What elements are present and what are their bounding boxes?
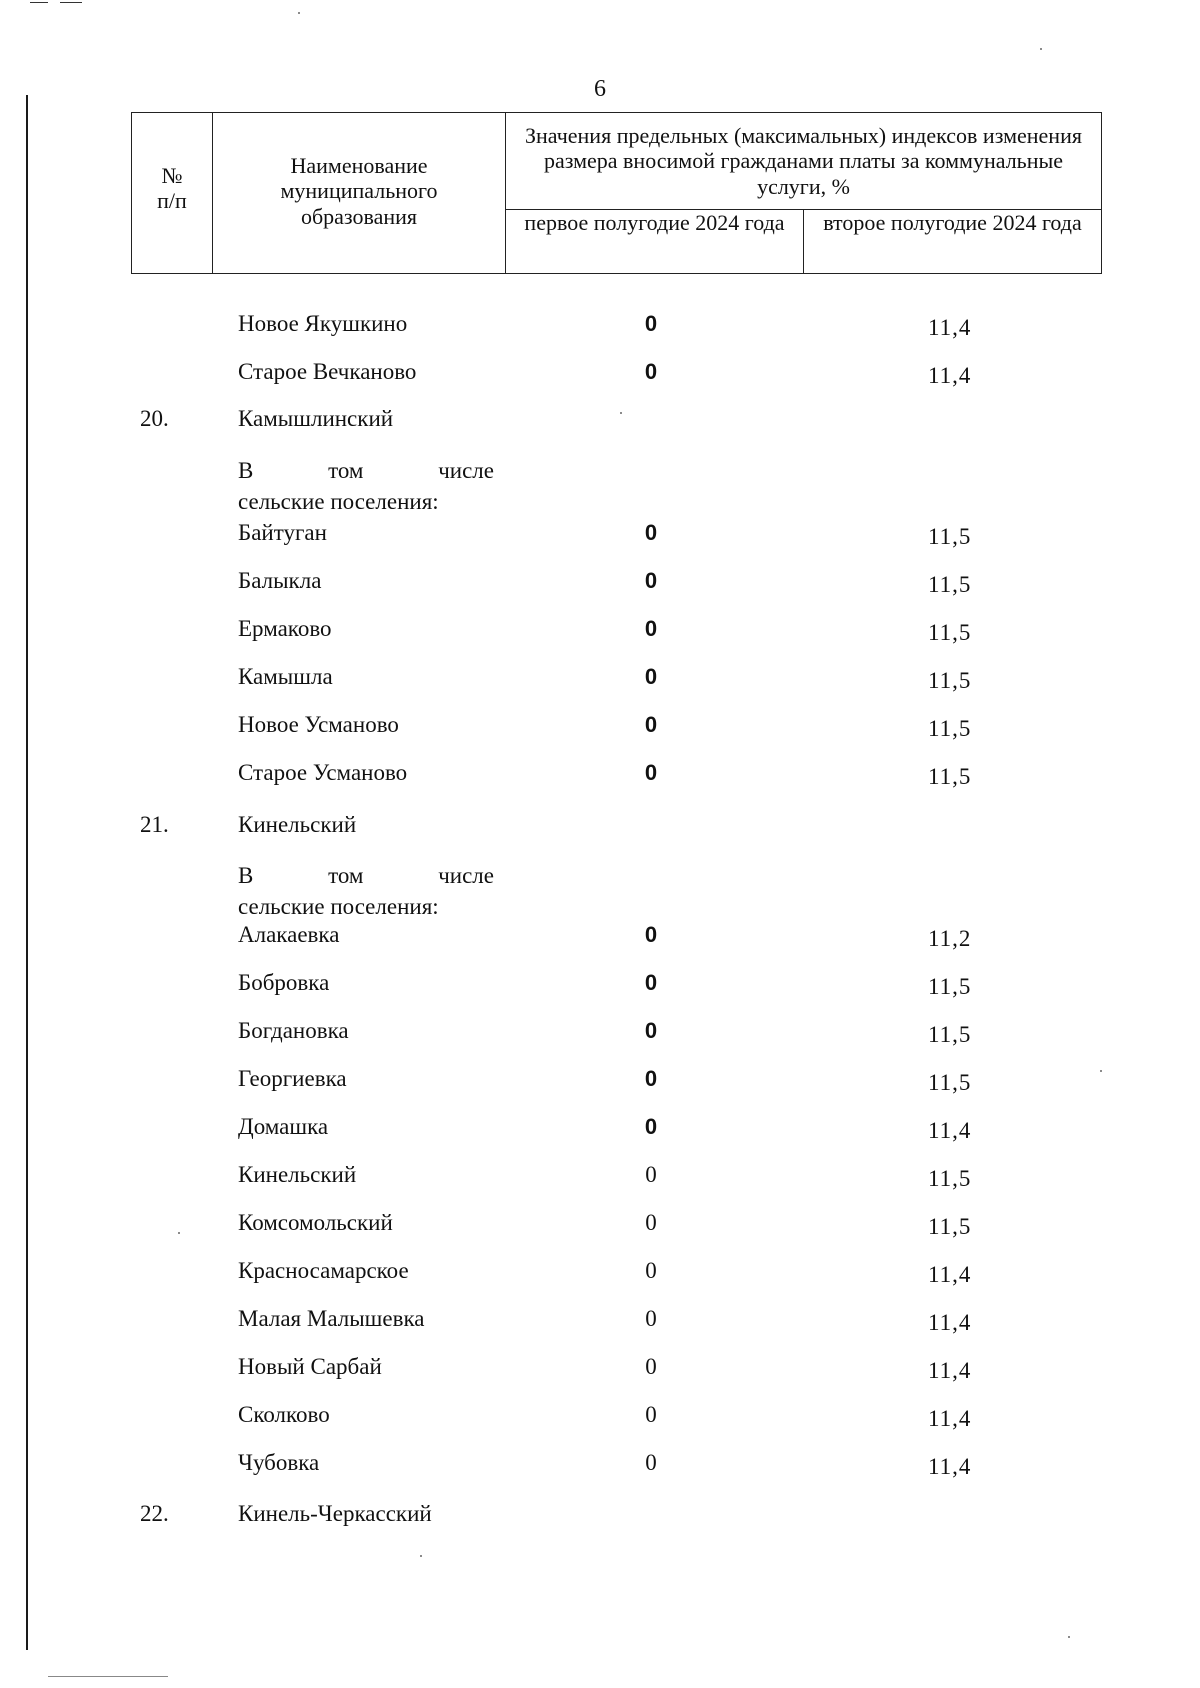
table-row (0, 568, 1200, 608)
row-second-half-value: 11,5 (928, 524, 972, 549)
row-name: Новое Усманово (238, 712, 399, 737)
scan-mark (60, 2, 82, 3)
row-second-half-value: 11,4 (928, 1454, 972, 1479)
row-second-half-value: 11,5 (928, 668, 972, 693)
table-row (0, 812, 1200, 852)
row-name: Балыкла (238, 568, 322, 593)
header-name-column (213, 113, 506, 274)
row-number: 20. (140, 406, 169, 431)
table-row (0, 406, 1200, 446)
row-name: Бобровка (238, 970, 330, 995)
row-name: Новый Сарбай (238, 1354, 382, 1379)
header-name-label: Наименование муниципального образования (280, 153, 438, 229)
row-first-half-value: 0 (645, 1258, 657, 1283)
scan-mark (48, 1676, 168, 1677)
table-row (0, 1501, 1200, 1541)
table-row (0, 712, 1200, 752)
table-row (0, 1066, 1200, 1106)
row-first-half-value: 0 (645, 1162, 657, 1187)
row-name: Георгиевка (238, 1066, 347, 1091)
table-row (0, 1402, 1200, 1442)
row-name: Сколково (238, 1402, 330, 1427)
including-note-word: В (238, 458, 254, 483)
row-first-half-value: 0 (644, 568, 658, 593)
table-row (0, 359, 1200, 399)
table-row (0, 1354, 1200, 1394)
including-note-line-1 (238, 860, 494, 891)
table-row (0, 664, 1200, 704)
row-second-half-value: 11,5 (928, 764, 972, 789)
table-row (0, 970, 1200, 1010)
table-row (0, 1018, 1200, 1058)
row-first-half-value: 0 (645, 1210, 657, 1235)
row-name: Комсомольский (238, 1210, 393, 1235)
including-note-word: том (328, 458, 364, 483)
row-second-half-value: 11,4 (928, 1358, 972, 1383)
row-first-half-value: 0 (644, 359, 658, 384)
row-name: Старое Вечканово (238, 359, 417, 384)
scan-speck (1068, 1636, 1070, 1638)
row-second-half-value: 11,5 (928, 974, 972, 999)
header-first-half (506, 210, 804, 274)
header-second-half (804, 210, 1102, 274)
row-name: Новое Якушкино (238, 311, 408, 336)
table-row (0, 520, 1200, 560)
header-index-label: Значения предельных (максимальных) индексов изменения размера вносимой гражданами платы за коммунальные услуги, % (525, 123, 1082, 199)
row-second-half-value: 11,4 (928, 363, 972, 388)
row-name: Домашка (238, 1114, 329, 1139)
row-name: Камышла (238, 664, 333, 689)
row-name: Кинельский (238, 1162, 357, 1187)
row-second-half-value: 11,2 (928, 926, 972, 951)
row-second-half-value: 11,4 (928, 1118, 972, 1143)
row-name: Малая Малышевка (238, 1306, 425, 1331)
header-number-column (132, 113, 213, 274)
row-first-half-value: 0 (644, 760, 658, 785)
row-first-half-value: 0 (644, 712, 658, 737)
including-note-line-2: сельские поселения: (238, 894, 439, 919)
header-number-label: № п/п (157, 163, 187, 214)
row-first-half-value: 0 (644, 311, 658, 336)
including-note-word: числе (438, 458, 494, 483)
header-first-half-label: первое полугодие 2024 года (524, 210, 785, 235)
table-row (0, 1450, 1200, 1490)
header-index-column (506, 113, 1102, 210)
scan-speck (420, 1555, 422, 1557)
row-name: Кинель-Черкасский (238, 1501, 432, 1526)
row-name: Старое Усманово (238, 760, 408, 785)
header-second-half-label: второе полугодие 2024 года (823, 210, 1082, 235)
table-row (0, 1162, 1200, 1202)
row-first-half-value: 0 (645, 1306, 657, 1331)
row-name: Алакаевка (238, 922, 340, 947)
table-row (0, 1258, 1200, 1298)
table-row (0, 922, 1200, 962)
row-first-half-value: 0 (645, 1354, 657, 1379)
row-first-half-value: 0 (645, 1450, 657, 1475)
row-first-half-value: 0 (644, 616, 658, 641)
row-name: Красносамарское (238, 1258, 409, 1283)
row-second-half-value: 11,5 (928, 1214, 972, 1239)
including-note (238, 860, 494, 922)
table-header (131, 112, 1102, 274)
including-note-line-1 (238, 455, 494, 486)
row-number: 22. (140, 1501, 169, 1526)
row-second-half-value: 11,4 (928, 1310, 972, 1335)
table-row (0, 1114, 1200, 1154)
row-second-half-value: 11,5 (928, 572, 972, 597)
row-name: Ермаково (238, 616, 332, 641)
row-name: Байтуган (238, 520, 327, 545)
table-row (0, 616, 1200, 656)
row-first-half-value: 0 (644, 1114, 658, 1139)
row-first-half-value: 0 (644, 922, 658, 947)
row-second-half-value: 11,5 (928, 1070, 972, 1095)
row-name: Кинельский (238, 812, 357, 837)
row-second-half-value: 11,5 (928, 1022, 972, 1047)
row-name: Чубовка (238, 1450, 320, 1475)
row-first-half-value: 0 (644, 1066, 658, 1091)
including-note-word: В (238, 863, 254, 888)
table-row (0, 760, 1200, 800)
row-second-half-value: 11,5 (928, 620, 972, 645)
row-second-half-value: 11,4 (928, 1406, 972, 1431)
table-row (0, 1210, 1200, 1250)
row-first-half-value: 0 (644, 970, 658, 995)
row-second-half-value: 11,5 (928, 1166, 972, 1191)
scan-speck (1040, 48, 1042, 50)
row-second-half-value: 11,5 (928, 716, 972, 741)
row-first-half-value: 0 (644, 1018, 658, 1043)
row-second-half-value: 11,4 (928, 1262, 972, 1287)
including-note-line-2: сельские поселения: (238, 489, 439, 514)
including-note-word: том (328, 863, 364, 888)
row-first-half-value: 0 (644, 664, 658, 689)
including-note (238, 455, 494, 517)
row-name: Камышлинский (238, 406, 394, 431)
row-first-half-value: 0 (644, 520, 658, 545)
row-name: Богдановка (238, 1018, 349, 1043)
scan-mark (30, 2, 48, 3)
row-number: 21. (140, 812, 169, 837)
table-row (0, 311, 1200, 351)
table-row (0, 1306, 1200, 1346)
including-note-word: числе (438, 863, 494, 888)
row-first-half-value: 0 (645, 1402, 657, 1427)
row-second-half-value: 11,4 (928, 315, 972, 340)
page-number: 6 (594, 76, 606, 102)
scan-speck (298, 12, 300, 14)
